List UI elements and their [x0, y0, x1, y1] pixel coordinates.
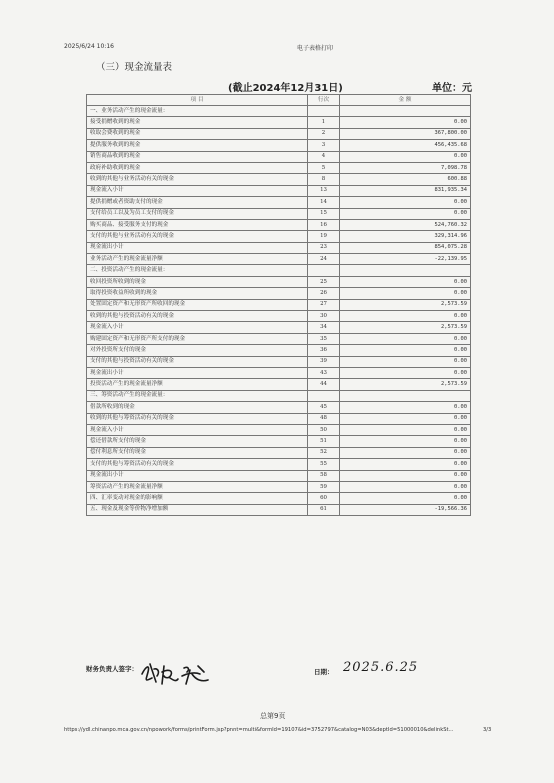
row-amount: 854,075.28 — [340, 242, 471, 253]
row-item: 收取会费收到的现金 — [87, 128, 308, 139]
row-item: 现金流出小计 — [87, 242, 308, 253]
table-row — [87, 311, 471, 322]
table-row — [87, 413, 471, 424]
table-row — [87, 219, 471, 230]
table-row — [87, 493, 471, 504]
table-row — [87, 288, 471, 299]
row-item: 提供捐赠或者资助支付的现金 — [87, 197, 308, 208]
table-row — [87, 151, 471, 162]
table-row — [87, 265, 471, 276]
row-line-number: 52 — [308, 447, 340, 458]
row-line-number: 8 — [308, 174, 340, 185]
table-row — [87, 162, 471, 173]
row-amount: -22,139.95 — [340, 254, 471, 265]
table-row — [87, 390, 471, 401]
row-amount: 0.00 — [340, 402, 471, 413]
row-amount: 0.00 — [340, 276, 471, 287]
row-line-number: 48 — [308, 413, 340, 424]
row-line-number: 3 — [308, 140, 340, 151]
row-item: 二、投资活动产生的现金流量： — [87, 265, 308, 276]
row-amount: 831,935.34 — [340, 185, 471, 196]
row-line-number: 19 — [308, 231, 340, 242]
row-line-number: 4 — [308, 151, 340, 162]
row-item: 支付的其他与投资活动有关的现金 — [87, 356, 308, 367]
row-item: 提供服务收到的现金 — [87, 140, 308, 151]
table-row — [87, 117, 471, 128]
row-line-number: 51 — [308, 436, 340, 447]
page-count: 3/3 — [483, 727, 492, 733]
row-amount: 0.00 — [340, 481, 471, 492]
row-item: 偿还借款所支付的现金 — [87, 436, 308, 447]
handwritten-signature-icon — [140, 660, 212, 686]
column-header-item: 项 目 — [87, 95, 308, 106]
row-line-number: 5 — [308, 162, 340, 173]
page-number: 总第9页 — [260, 712, 286, 720]
row-line-number — [308, 390, 340, 401]
column-header-line: 行次 — [308, 95, 340, 106]
table-row — [87, 424, 471, 435]
row-item: 收回投资所收到的现金 — [87, 276, 308, 287]
row-line-number: 16 — [308, 219, 340, 230]
row-item: 投资活动产生的现金流量净额 — [87, 379, 308, 390]
row-line-number: 24 — [308, 254, 340, 265]
row-amount — [340, 265, 471, 276]
row-amount: 0.00 — [340, 117, 471, 128]
row-amount — [340, 106, 471, 117]
row-amount: 0.00 — [340, 311, 471, 322]
table-row — [87, 106, 471, 117]
table-row — [87, 140, 471, 151]
handwritten-date: 2025.6.25 — [343, 660, 419, 675]
table-row — [87, 470, 471, 481]
row-line-number: 58 — [308, 470, 340, 481]
row-line-number — [308, 265, 340, 276]
table-row — [87, 481, 471, 492]
row-item: 现金流入小计 — [87, 322, 308, 333]
row-line-number: 55 — [308, 459, 340, 470]
row-line-number: 59 — [308, 481, 340, 492]
row-item: 购买商品、接受服务支付的现金 — [87, 219, 308, 230]
row-line-number: 60 — [308, 493, 340, 504]
row-item: 收到的其他与投资活动有关的现金 — [87, 311, 308, 322]
row-amount — [340, 390, 471, 401]
table-row — [87, 128, 471, 139]
row-amount: 0.00 — [340, 436, 471, 447]
section-title: （三）现金流量表 — [96, 62, 173, 73]
row-item: 接受捐赠收到的现金 — [87, 117, 308, 128]
table-row — [87, 242, 471, 253]
row-line-number: 44 — [308, 379, 340, 390]
table-row — [87, 208, 471, 219]
row-line-number: 26 — [308, 288, 340, 299]
row-item: 支付的其他与筹资活动有关的现金 — [87, 459, 308, 470]
cash-flow-rows — [87, 106, 471, 516]
row-amount: 7,098.78 — [340, 162, 471, 173]
row-amount: 2,573.59 — [340, 322, 471, 333]
row-line-number: 14 — [308, 197, 340, 208]
column-header-amount: 金 额 — [340, 95, 471, 106]
row-line-number: 45 — [308, 402, 340, 413]
page-url: https://ydl.chinanpo.mca.gov.cn/npowork/forms/printForm.jsp?pnnt=multi&formId=19107&id=3752797&catalog=N03&deptId=51000010&delinkSt... — [64, 727, 454, 733]
signer-label: 财务负责人签字： — [86, 665, 138, 673]
row-item: 现金流出小计 — [87, 470, 308, 481]
table-header-row — [87, 95, 471, 106]
row-line-number: 35 — [308, 333, 340, 344]
table-row — [87, 345, 471, 356]
row-item: 对外投资所支付的现金 — [87, 345, 308, 356]
row-amount: 0.00 — [340, 345, 471, 356]
row-item: 支付的其他与业务活动有关的现金 — [87, 231, 308, 242]
row-item: 购建固定资产和无形资产所支付的现金 — [87, 333, 308, 344]
table-row — [87, 356, 471, 367]
row-line-number: 27 — [308, 299, 340, 310]
row-line-number: 61 — [308, 504, 340, 515]
print-datetime: 2025/6/24 10:16 — [64, 43, 114, 50]
row-line-number: 1 — [308, 117, 340, 128]
table-row — [87, 447, 471, 458]
row-item: 四、汇率变动对现金的影响额 — [87, 493, 308, 504]
row-item: 销售商品收到的现金 — [87, 151, 308, 162]
row-line-number: 15 — [308, 208, 340, 219]
row-amount: 0.00 — [340, 288, 471, 299]
row-line-number: 23 — [308, 242, 340, 253]
row-amount: 524,760.32 — [340, 219, 471, 230]
row-item: 筹资活动产生的现金流量净额 — [87, 481, 308, 492]
row-amount: 0.00 — [340, 197, 471, 208]
table-row — [87, 459, 471, 470]
row-amount: 0.00 — [340, 208, 471, 219]
table-row — [87, 504, 471, 515]
table-row — [87, 436, 471, 447]
print-title: 电子表格打印 — [297, 45, 334, 52]
row-amount: 0.00 — [340, 424, 471, 435]
row-item: 处置固定资产和无形资产所收回的现金 — [87, 299, 308, 310]
row-line-number: 13 — [308, 185, 340, 196]
row-item: 业务活动产生的现金流量净额 — [87, 254, 308, 265]
row-line-number: 34 — [308, 322, 340, 333]
table-row — [87, 254, 471, 265]
row-amount: 0.00 — [340, 151, 471, 162]
row-amount: 0.00 — [340, 493, 471, 504]
table-row — [87, 322, 471, 333]
row-item: 现金流入小计 — [87, 185, 308, 196]
row-item: 收到的其他与筹资活动有关的现金 — [87, 413, 308, 424]
row-line-number: 50 — [308, 424, 340, 435]
row-item: 政府补助收到的现金 — [87, 162, 308, 173]
row-amount: -19,566.36 — [340, 504, 471, 515]
table-row — [87, 299, 471, 310]
row-line-number: 2 — [308, 128, 340, 139]
row-item: 支付给员工以及为员工支付的现金 — [87, 208, 308, 219]
row-item: 现金流出小计 — [87, 367, 308, 378]
table-row — [87, 367, 471, 378]
row-amount: 0.00 — [340, 333, 471, 344]
row-amount: 0.00 — [340, 459, 471, 470]
row-amount: 456,435.68 — [340, 140, 471, 151]
table-row — [87, 402, 471, 413]
row-amount: 2,573.59 — [340, 379, 471, 390]
row-item: 三、筹资活动产生的现金流量： — [87, 390, 308, 401]
row-item: 借款所收到的现金 — [87, 402, 308, 413]
table-row — [87, 197, 471, 208]
row-line-number: 36 — [308, 345, 340, 356]
table-row — [87, 174, 471, 185]
date-label: 日期： — [314, 668, 334, 676]
row-amount: 0.00 — [340, 447, 471, 458]
row-line-number: 30 — [308, 311, 340, 322]
row-amount: 0.00 — [340, 413, 471, 424]
row-amount: 0.00 — [340, 367, 471, 378]
row-item: 取得投资收益所收到的现金 — [87, 288, 308, 299]
row-item: 收到的其他与业务活动有关的现金 — [87, 174, 308, 185]
row-amount: 0.00 — [340, 470, 471, 481]
row-amount: 329,314.96 — [340, 231, 471, 242]
row-line-number: 43 — [308, 367, 340, 378]
table-row — [87, 231, 471, 242]
row-item: 一、业务活动产生的现金流量： — [87, 106, 308, 117]
table-row — [87, 276, 471, 287]
row-item: 现金流入小计 — [87, 424, 308, 435]
row-amount: 600.88 — [340, 174, 471, 185]
row-amount: 0.00 — [340, 356, 471, 367]
table-row — [87, 333, 471, 344]
row-item: 偿付利息所支付的现金 — [87, 447, 308, 458]
row-amount: 2,573.59 — [340, 299, 471, 310]
cash-flow-table — [86, 94, 471, 516]
table-row — [87, 379, 471, 390]
currency-unit: 单位：元 — [432, 83, 472, 94]
row-item: 五、现金及现金等价物净增加额 — [87, 504, 308, 515]
row-amount: 367,800.00 — [340, 128, 471, 139]
row-line-number: 25 — [308, 276, 340, 287]
report-period: (截止2024年12月31日) — [228, 83, 343, 94]
row-line-number — [308, 106, 340, 117]
row-line-number: 39 — [308, 356, 340, 367]
table-row — [87, 185, 471, 196]
